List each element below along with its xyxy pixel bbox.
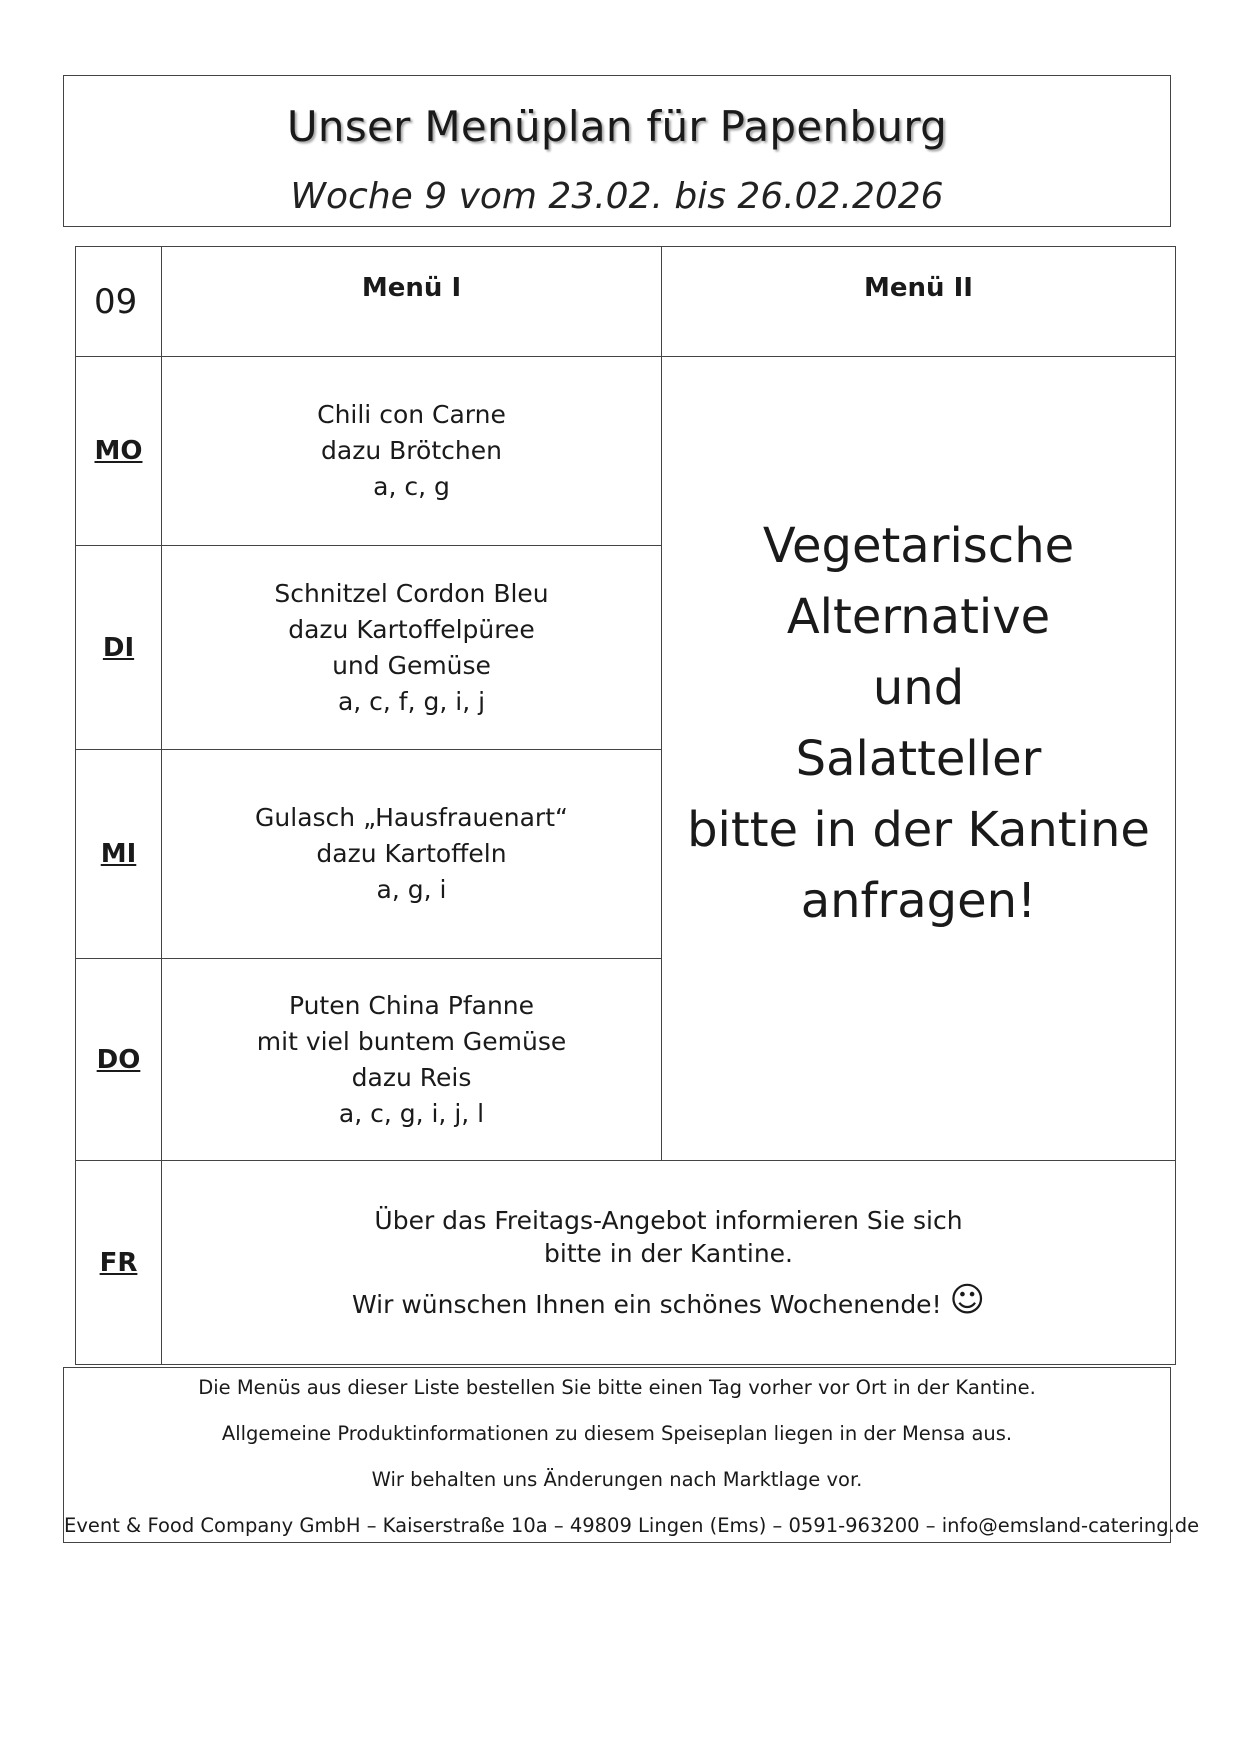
friday-cell <box>162 1161 1176 1365</box>
menu-table <box>75 246 1176 1365</box>
dish-line: dazu Kartoffeln <box>316 839 507 868</box>
smiley-icon: ☺ <box>949 1280 985 1320</box>
week-number: 09 <box>76 247 162 357</box>
table-row-friday <box>76 1161 1176 1365</box>
header-box <box>63 75 1171 227</box>
footer-box <box>63 1367 1200 1543</box>
dish-line: dazu Reis <box>351 1062 472 1092</box>
friday-line: bitte in der Kantine. <box>544 1239 793 1268</box>
menu2-heading: Menü II <box>662 247 1176 357</box>
dish-line: dazu Kartoffelpüree <box>288 614 535 644</box>
footer-product-info: Allgemeine Produktinformationen zu diesem Speiseplan liegen in der Mensa aus. <box>221 1422 1013 1445</box>
dish-cell <box>162 750 662 959</box>
alt-line: Salatteller <box>795 730 1042 787</box>
allergen-codes: a, c, g, i, j, l <box>338 1098 485 1128</box>
dish-cell <box>162 357 662 546</box>
dish-line: Gulasch „Hausfrauenart“ <box>255 803 568 832</box>
dish-line: dazu Brötchen <box>321 436 502 465</box>
table-header-row <box>76 247 1176 357</box>
dish-line: Puten China Pfanne <box>288 990 535 1020</box>
dish-line: mit viel buntem Gemüse <box>256 1026 567 1056</box>
alt-line: und <box>872 659 965 716</box>
alt-line: Alternative <box>786 588 1051 645</box>
allergen-codes: a, c, g <box>373 472 450 501</box>
page-title: Unser Menüplan für Papenburg <box>286 102 948 151</box>
dish-cell <box>162 959 662 1161</box>
footer-company-contact: Event & Food Company GmbH – Kaiserstraße 10a – 49809 Lingen (Ems) – 0591-963200 – info@emsland-catering.de <box>64 1514 1200 1537</box>
day-label: DI <box>76 546 162 750</box>
allergen-codes: a, g, i <box>376 875 447 904</box>
dish-line: Chili con Carne <box>317 400 506 429</box>
dish-line: und Gemüse <box>332 650 491 680</box>
day-label: MO <box>76 357 162 546</box>
dish-cell <box>162 546 662 750</box>
footer-order-note: Die Menüs aus dieser Liste bestellen Sie bitte einen Tag vorher vor Ort in der Kantine. <box>198 1376 1036 1399</box>
table-row <box>76 357 1176 546</box>
alt-line: anfragen! <box>800 872 1037 929</box>
alt-line: Vegetarische <box>762 517 1075 574</box>
friday-line <box>162 1280 1175 1321</box>
allergen-codes: a, c, f, g, i, j <box>337 686 486 716</box>
week-subtitle: Woche 9 vom 23.02. bis 26.02.2026 <box>290 176 944 217</box>
menu1-heading: Menü I <box>162 247 662 357</box>
alt-line: bitte in der Kantine <box>687 801 1150 858</box>
vegetarian-alternative-cell <box>662 357 1176 1161</box>
day-label: DO <box>76 959 162 1161</box>
day-label: FR <box>76 1161 162 1365</box>
day-label: MI <box>76 750 162 959</box>
friday-line: Über das Freitags-Angebot informieren Sie sich <box>374 1206 963 1235</box>
dish-line: Schnitzel Cordon Bleu <box>274 578 549 608</box>
weekend-wish: Wir wünschen Ihnen ein schönes Wochenende! <box>352 1290 942 1319</box>
footer-disclaimer: Wir behalten uns Änderungen nach Marktlage vor. <box>371 1468 863 1491</box>
